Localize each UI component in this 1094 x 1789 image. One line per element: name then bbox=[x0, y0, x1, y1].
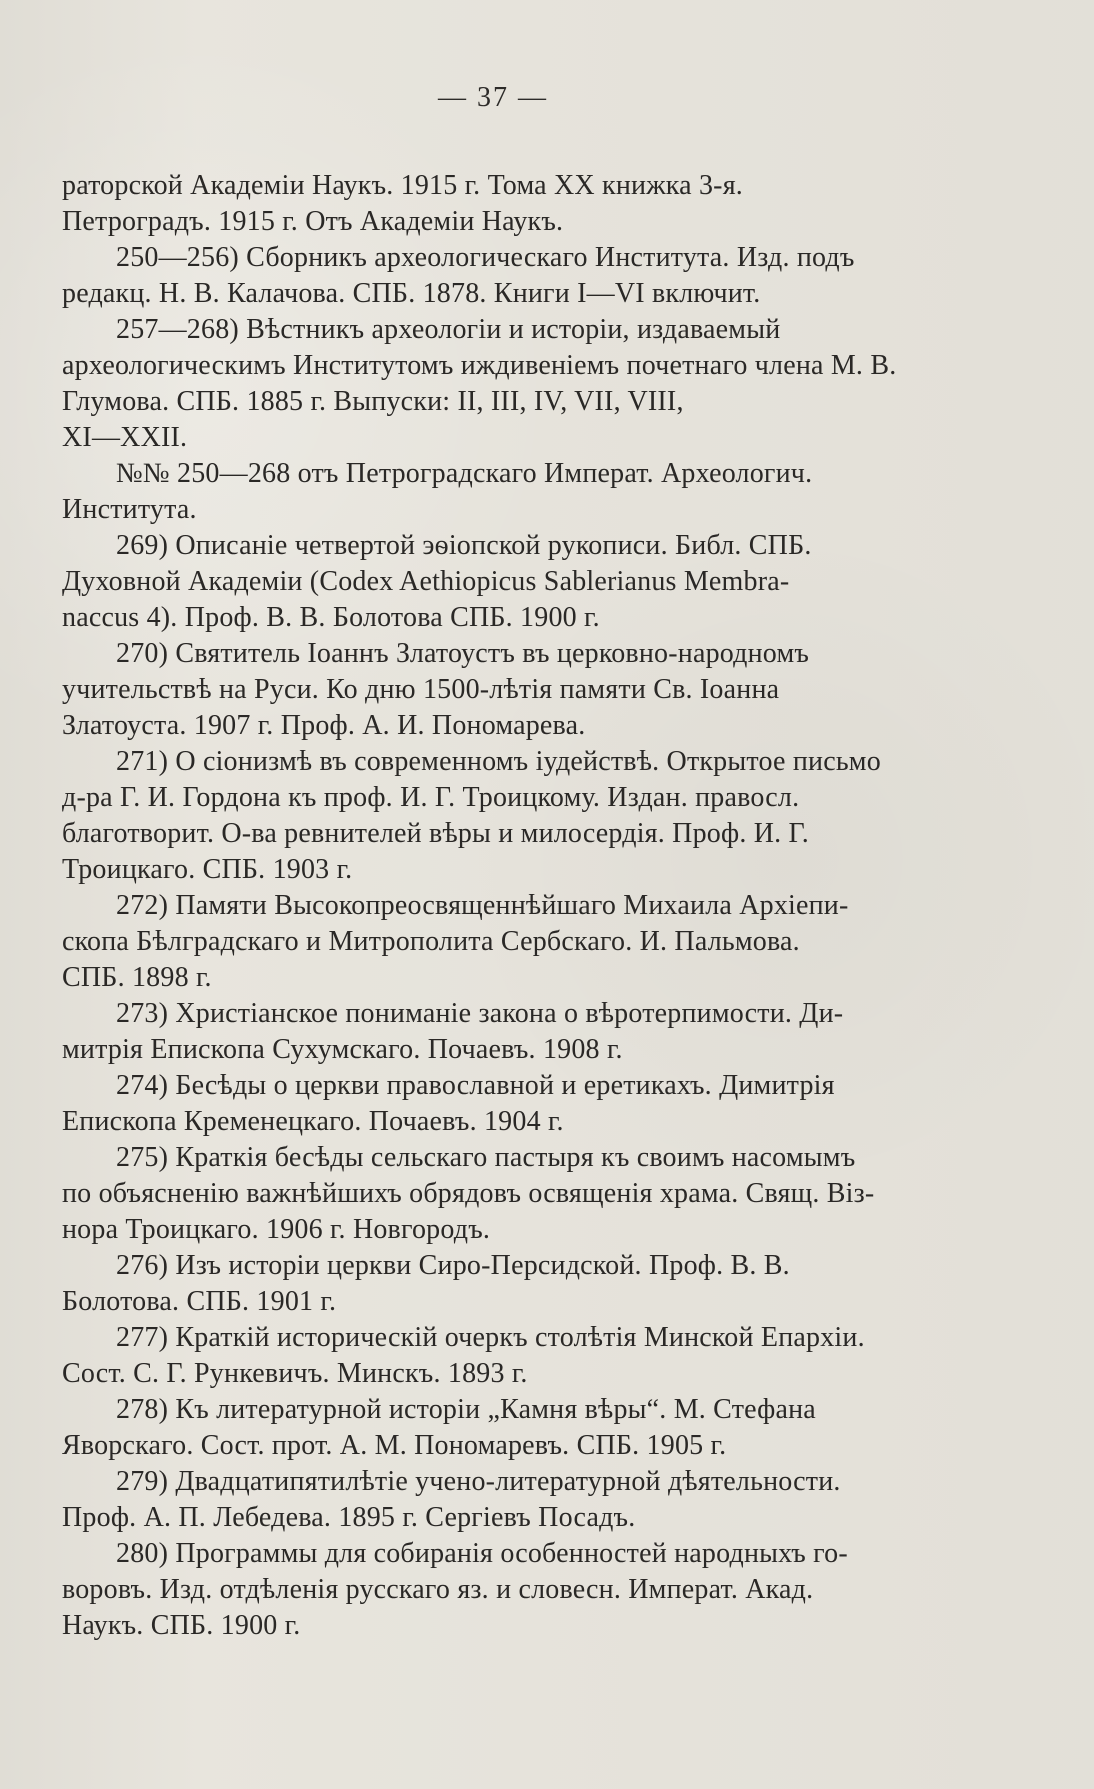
text-line: д-ра Г. И. Гордона къ проф. И. Г. Троицкому. Издан. правосл. bbox=[62, 782, 800, 813]
text-line: Проф. А. П. Лебедева. 1895 г. Сергіевъ Посадъ. bbox=[62, 1502, 636, 1533]
text-line: №№ 250—268 отъ Петроградскаго Императ. Археологич. bbox=[116, 458, 813, 489]
text-line: митрія Епископа Сухумскаго. Почаевъ. 1908 г. bbox=[62, 1034, 623, 1065]
entry-280 bbox=[62, 1536, 924, 1644]
text-line: 275) Краткія бесѣды сельскаго пастыря къ своимъ насомымъ bbox=[116, 1142, 856, 1173]
text-line: Златоуста. 1907 г. Проф. А. И. Пономарева. bbox=[62, 710, 586, 741]
text-line: XI—XXII. bbox=[62, 422, 188, 453]
text-line: 279) Двадцатипятилѣтіе учено-литературной дѣятельности. bbox=[116, 1466, 841, 1497]
text-line: 257—268) Вѣстникъ археологіи и исторіи, издаваемый bbox=[116, 314, 781, 345]
text-line: Сост. С. Г. Рункевичъ. Минскъ. 1893 г. bbox=[62, 1358, 528, 1389]
text-line: 276) Изъ исторіи церкви Сиро-Персидской. Проф. В. В. bbox=[116, 1250, 790, 1281]
text-line: благотворит. О-ва ревнителей вѣры и милосердія. Проф. И. Г. bbox=[62, 818, 809, 849]
entry-250-268-note bbox=[62, 456, 924, 528]
text-line: Троицкаго. СПБ. 1903 г. bbox=[62, 854, 353, 885]
text-line: учительствѣ на Руси. Ко дню 1500-лѣтія памяти Св. Іоанна bbox=[62, 674, 780, 705]
entry-269 bbox=[62, 528, 924, 636]
text-line: Духовной Академіи (Codex Aethiopicus Sablerianus Membra- bbox=[62, 566, 790, 597]
text-line: 269) Описаніе четвертой эѳіопской рукописи. Библ. СПБ. bbox=[116, 530, 812, 561]
entry-271 bbox=[62, 744, 924, 888]
text-line: по объясненію важнѣйшихъ обрядовъ освященія храма. Свящ. Віз- bbox=[62, 1178, 875, 1209]
text-line: 250—256) Сборникъ археологическаго Института. Изд. подъ bbox=[116, 242, 855, 273]
text-line: 270) Святитель Іоаннъ Златоустъ въ церковно-народномъ bbox=[116, 638, 810, 669]
text-line: археологическимъ Институтомъ иждивеніемъ почетнаго члена М. В. bbox=[62, 350, 897, 381]
text-line: 278) Къ литературной исторіи „Камня вѣры“. М. Стефана bbox=[116, 1394, 816, 1425]
entry-270 bbox=[62, 636, 924, 744]
text-line: 271) О сіонизмѣ въ современномъ іудействѣ. Открытое письмо bbox=[116, 746, 881, 777]
page-number: — 37 — bbox=[438, 82, 548, 113]
text-line: Епископа Кременецкаго. Почаевъ. 1904 г. bbox=[62, 1106, 564, 1137]
text-line: раторской Академіи Наукъ. 1915 г. Тома XX книжка 3-я. bbox=[62, 170, 743, 201]
entry-250-256 bbox=[62, 240, 924, 312]
entry-272 bbox=[62, 888, 924, 996]
text-line: Яворскаго. Сост. прот. А. М. Пономаревъ. СПБ. 1905 г. bbox=[62, 1430, 727, 1461]
entry-278 bbox=[62, 1392, 924, 1464]
text-line: скопа Бѣлградскаго и Митрополита Сербскаго. И. Пальмова. bbox=[62, 926, 800, 957]
text-line: Института. bbox=[62, 494, 197, 525]
entry-277 bbox=[62, 1320, 924, 1392]
text-line: Наукъ. СПБ. 1900 г. bbox=[62, 1610, 301, 1641]
text-line: 277) Краткій историческій очеркъ столѣтія Минской Епархіи. bbox=[116, 1322, 865, 1353]
text-line: СПБ. 1898 г. bbox=[62, 962, 212, 993]
text-line: Глумова. СПБ. 1885 г. Выпуски: II, III, IV, VII, VIII, bbox=[62, 386, 684, 417]
text-line: нора Троицкаго. 1906 г. Новгородъ. bbox=[62, 1214, 491, 1245]
text-line: 272) Памяти Высокопреосвященнѣйшаго Михаила Архіепи- bbox=[116, 890, 849, 921]
entry-276 bbox=[62, 1248, 924, 1320]
entry-273 bbox=[62, 996, 924, 1068]
entry-275 bbox=[62, 1140, 924, 1248]
text-line: редакц. Н. В. Калачова. СПБ. 1878. Книги I—VI включит. bbox=[62, 278, 761, 309]
entry-279 bbox=[62, 1464, 924, 1536]
entry-274 bbox=[62, 1068, 924, 1140]
text-line: воровъ. Изд. отдѣленія русскаго яз. и словесн. Императ. Акад. bbox=[62, 1574, 814, 1605]
paragraph-continuation bbox=[62, 168, 924, 240]
text-line: 274) Бесѣды о церкви православной и еретикахъ. Димитрія bbox=[116, 1070, 835, 1101]
text-line: Болотова. СПБ. 1901 г. bbox=[62, 1286, 337, 1317]
entry-257-268 bbox=[62, 312, 924, 456]
text-line: Петроградъ. 1915 г. Отъ Академіи Наукъ. bbox=[62, 206, 564, 237]
text-line: 280) Программы для собиранія особенностей народныхъ го- bbox=[116, 1538, 848, 1569]
text-line: 273) Христіанское пониманіе закона о вѣротерпимости. Ди- bbox=[116, 998, 844, 1029]
text-line: naccus 4). Проф. В. В. Болотова СПБ. 1900 г. bbox=[62, 602, 600, 633]
document-text bbox=[62, 168, 924, 1644]
